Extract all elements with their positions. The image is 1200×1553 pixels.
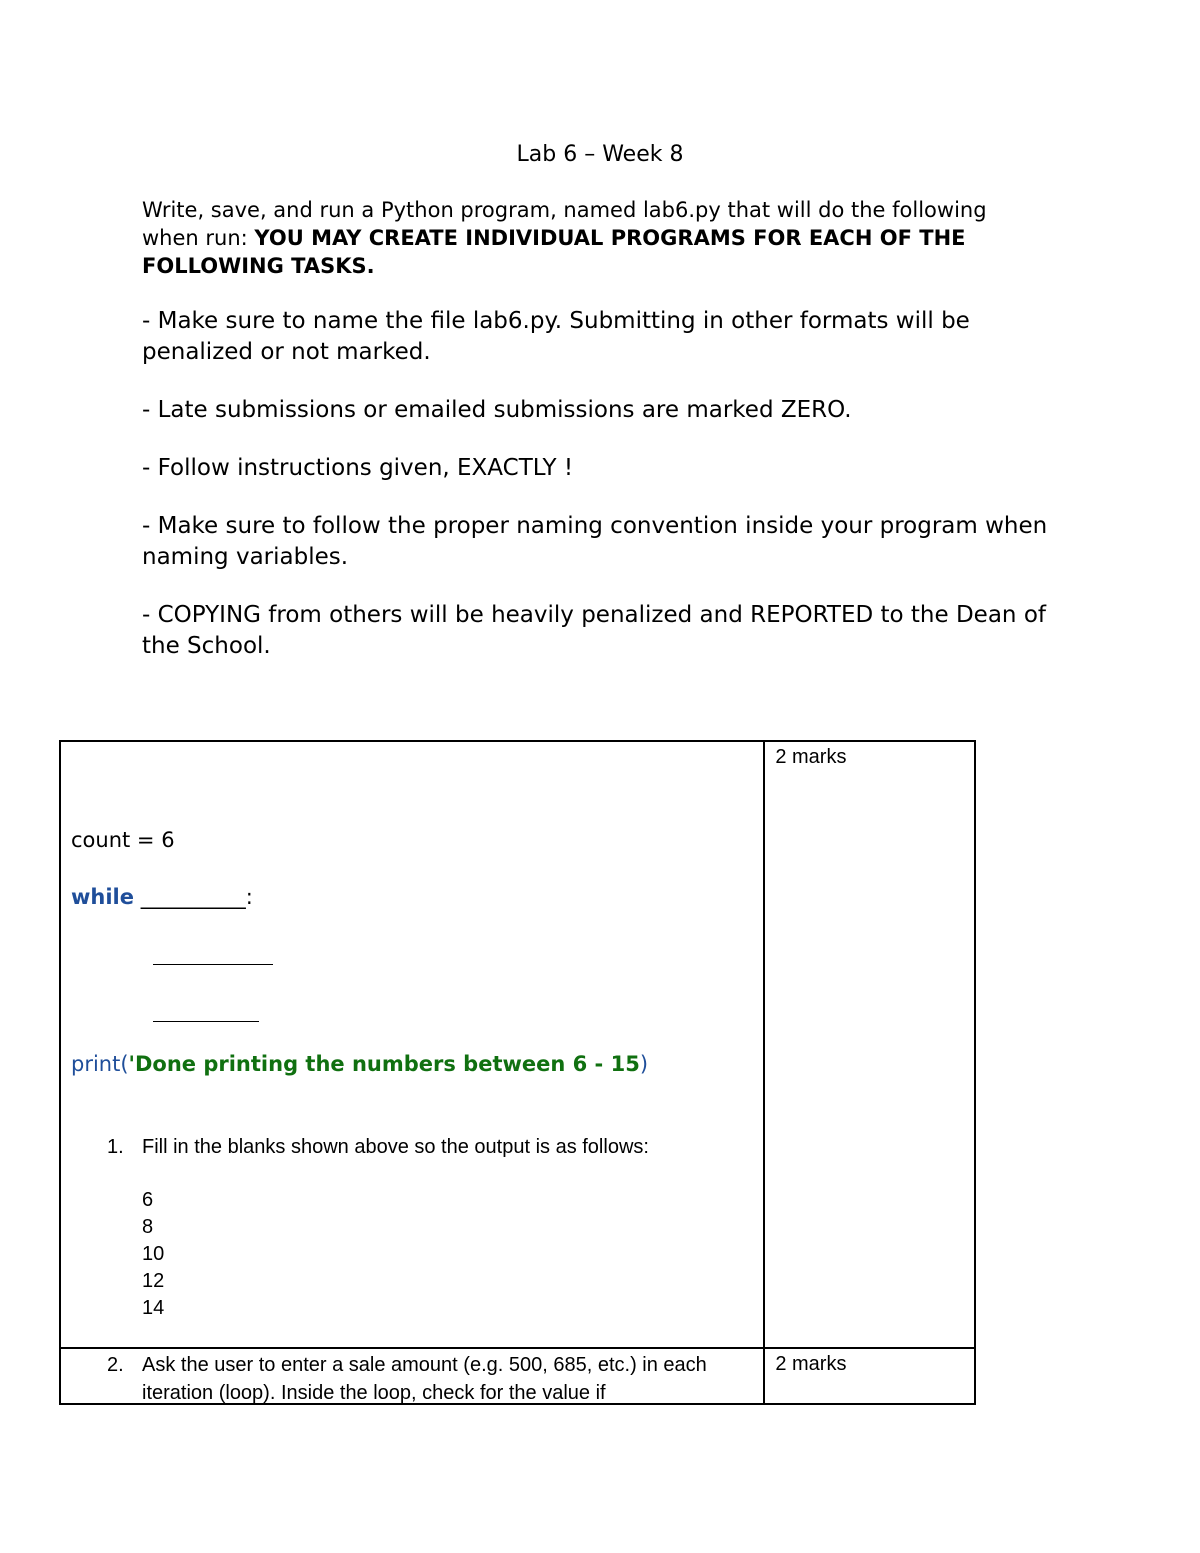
print-function: print( bbox=[71, 1052, 129, 1076]
task-1-cell bbox=[60, 741, 764, 1348]
output-item: 8 bbox=[142, 1216, 154, 1238]
blank-line-2 bbox=[153, 1021, 259, 1022]
task-row-1 bbox=[60, 741, 975, 1348]
rule-item: - Make sure to name the file lab6.py. Submitting in other formats will be penalized or not marked. bbox=[142, 308, 970, 365]
code-print-line bbox=[71, 1052, 648, 1076]
code-count-line: count = 6 bbox=[71, 828, 175, 852]
task-2-cell bbox=[60, 1348, 764, 1404]
question-1-number: 1. bbox=[107, 1136, 124, 1158]
task-table bbox=[59, 740, 976, 1405]
rule-item: - COPYING from others will be heavily penalized and REPORTED to the Dean of the School. bbox=[142, 602, 1046, 659]
output-item: 12 bbox=[142, 1270, 165, 1292]
question-1-text: Fill in the blanks shown above so the output is as follows: bbox=[142, 1136, 649, 1158]
task-1-marks: 2 marks bbox=[775, 746, 847, 768]
question-2-text: Ask the user to enter a sale amount (e.g. 500, 685, etc.) in each iteration (loop). Inside the loop, check for the value if bbox=[142, 1354, 707, 1404]
expected-output-list bbox=[142, 1187, 164, 1322]
task-2-marks: 2 marks bbox=[775, 1353, 847, 1375]
while-keyword: while bbox=[71, 885, 134, 909]
output-item: 6 bbox=[142, 1189, 154, 1211]
rule-item: - Follow instructions given, EXACTLY ! bbox=[142, 455, 574, 481]
code-while-line bbox=[71, 885, 253, 909]
page-title: Lab 6 – Week 8 bbox=[516, 142, 684, 167]
print-string: 'Done printing the numbers between 6 - 15 bbox=[128, 1052, 640, 1076]
intro-paragraph bbox=[142, 196, 1042, 280]
rule-item: - Make sure to follow the proper naming convention inside your program when naming variables. bbox=[142, 513, 1048, 570]
task-2-marks-cell bbox=[764, 1348, 975, 1404]
while-colon: : bbox=[245, 885, 253, 909]
intro-text: Write, save, and run a Python program, named lab6.py that will do the following when run: bbox=[142, 198, 987, 250]
blank-line-1 bbox=[153, 964, 273, 965]
task-1-marks-cell bbox=[764, 741, 975, 1348]
rules-list bbox=[142, 306, 1072, 689]
output-item: 10 bbox=[142, 1243, 165, 1265]
question-2 bbox=[107, 1351, 757, 1407]
while-blank: __________ bbox=[140, 885, 246, 909]
intro-bold-text: YOU MAY CREATE INDIVIDUAL PROGRAMS FOR EACH OF THE FOLLOWING TASKS. bbox=[142, 226, 966, 278]
question-2-number: 2. bbox=[107, 1354, 124, 1376]
task-row-2 bbox=[60, 1348, 975, 1404]
print-close: ) bbox=[639, 1052, 649, 1076]
rule-item: - Late submissions or emailed submissions are marked ZERO. bbox=[142, 397, 852, 423]
output-item: 14 bbox=[142, 1297, 165, 1319]
question-1 bbox=[107, 1134, 649, 1161]
